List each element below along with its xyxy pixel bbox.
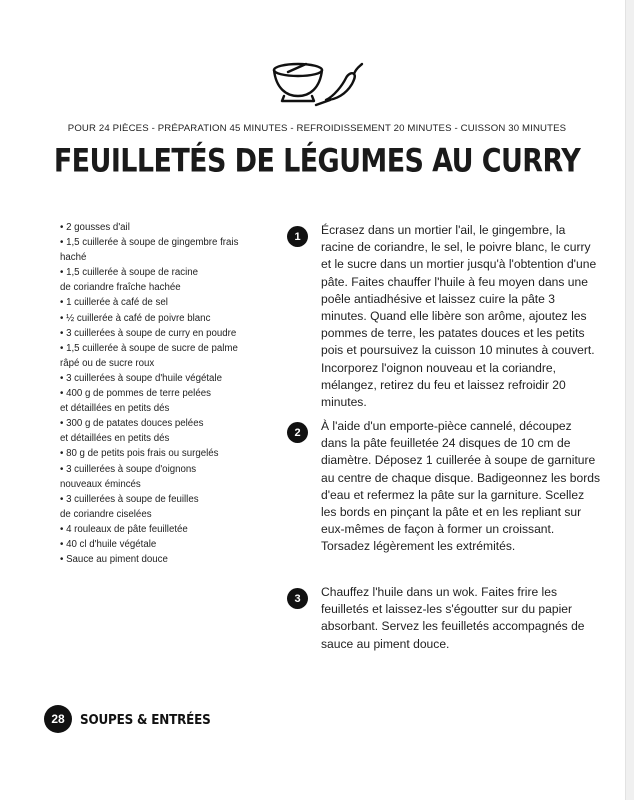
ingredient-line: • 3 cuillerées à soupe d'oignons [60, 463, 197, 475]
mortar-and-pestle-with-chili-icon [268, 58, 364, 110]
ingredient-list [60, 220, 260, 567]
step-number-badge: 2 [287, 422, 308, 443]
ingredient-line: • 40 cl d'huile végétale [60, 538, 157, 550]
ingredient-line: nouveaux émincés [60, 478, 141, 490]
ingredient-line: et détaillées en petits dés [60, 433, 170, 445]
ingredient-line: et détaillées en petits dés [60, 403, 170, 415]
step-text: Écrasez dans un mortier l'ail, le gingembre, la racine de coriandre, le sel, le poivre blanc, le curry et le sucre dans un mortier jusqu'à l'obtention d'une pâte. Faites chauffer l'huile à feu moyen dans une poêle antiadhésive et laissez cuire la pâte 3 minutes. Quand elle libère son arôme, ajoutez les pommes de terre, les patates douces et les petits pois et poursuivez la cuisson 10 minutes à couvert. Incorporez l'oignon nouveau et la coriandre, mélangez, retirez du feu et laissez refroidir 20 minutes. [321, 223, 597, 410]
recipe-meta: POUR 24 PIÈCES - PRÉPARATION 45 MINUTES - REFROIDISSEMENT 20 MINUTES - CUISSON 30 MINUTES [67, 123, 567, 134]
ingredient-line: de coriandre ciselées [60, 508, 152, 520]
ingredient-line: • Sauce au piment douce [60, 554, 168, 566]
ingredient-line: • 4 rouleaux de pâte feuilletée [60, 523, 188, 535]
step-number-badge: 3 [287, 588, 308, 609]
page-number-badge: 28 [44, 705, 72, 733]
ingredient-line: • 1,5 cuillerée à soupe de sucre de palme [60, 342, 238, 354]
ingredient-line: haché [60, 252, 87, 264]
ingredient-line: • 2 gousses d'ail [60, 222, 130, 233]
section-label: SOUPES & ENTRÉES [80, 712, 211, 728]
ingredient-line: • 80 g de petits pois frais ou surgelés [60, 448, 219, 460]
step-text: À l'aide d'un emporte-pièce cannelé, découpez dans la pâte feuilletée 24 disques de 10 cm de diamètre. Déposez 1 cuillerée à soupe de garniture au centre de chaque disque. Badigeonnez les bords d'eau et refermez la pâte sur la garniture. Scellez les bords en pinçant la pâte et en les repliant sur eux-mêmes de façon à former un croissant. Torsadez légèrement les extrémités. [321, 419, 601, 554]
ingredient-line: râpé ou de sucre roux [60, 357, 155, 369]
ingredient-line: • 1,5 cuillerée à soupe de racine [60, 267, 199, 279]
ingredient-line: • 300 g de patates douces pelées [60, 418, 204, 430]
ingredient-line: • ½ cuillerée à café de poivre blanc [60, 312, 211, 324]
ingredient-line: de coriandre fraîche hachée [60, 282, 181, 294]
ingredient-line: • 1 cuillerée à café de sel [60, 297, 168, 309]
ingredient-line: • 1,5 cuillerée à soupe de gingembre frais [60, 237, 239, 249]
recipe-title: FEUILLETÉS DE LÉGUMES AU CURRY [53, 143, 581, 180]
ingredient-line: • 3 cuillerées à soupe d'huile végétale [60, 372, 222, 384]
step-text: Chauffez l'huile dans un wok. Faites frire les feuilletés et laissez-les s'égoutter sur du papier absorbant. Servez les feuilletés accompagnés de sauce au piment douce. [321, 585, 585, 651]
page-edge [625, 0, 634, 800]
ingredient-line: • 3 cuillerées à soupe de curry en poudre [60, 327, 237, 339]
ingredient-line: • 400 g de pommes de terre pelées [60, 388, 211, 400]
ingredient-line: • 3 cuillerées à soupe de feuilles [60, 493, 199, 505]
step-number-badge: 1 [287, 226, 308, 247]
